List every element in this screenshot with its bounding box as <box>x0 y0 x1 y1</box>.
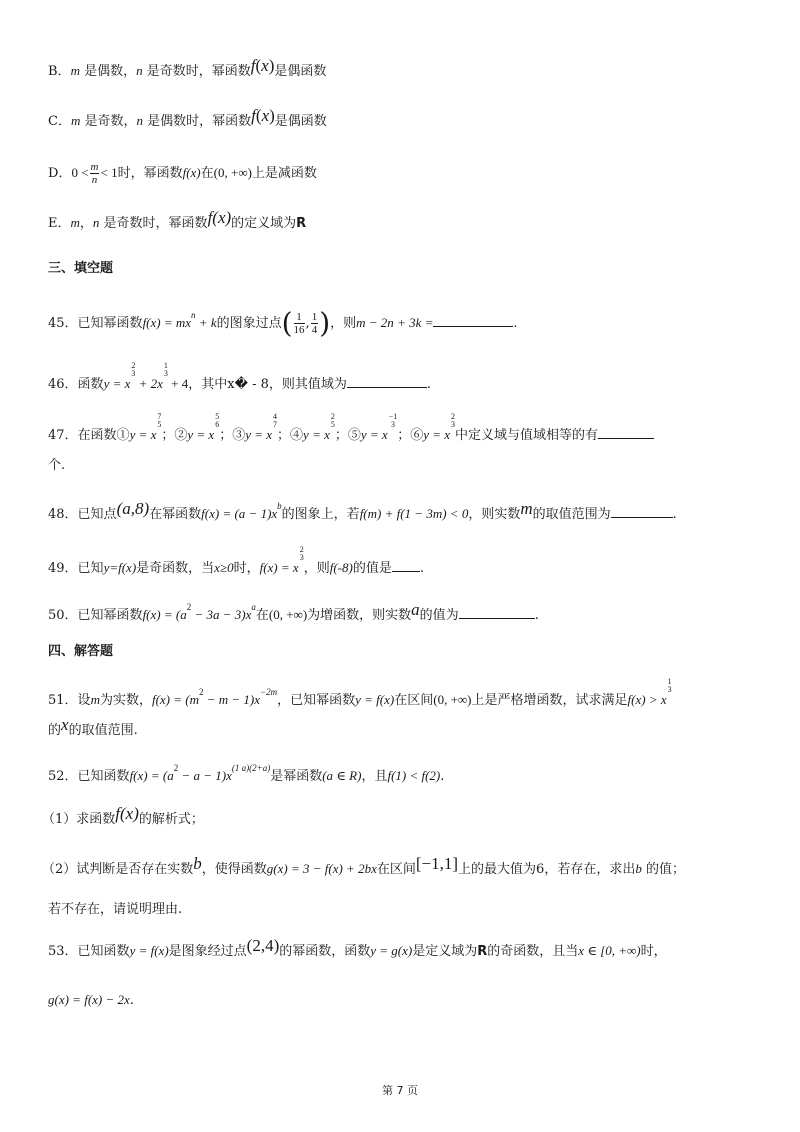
text: 上是减函数 <box>251 166 317 181</box>
text: 中定义域与值域相等的有 <box>455 428 599 443</box>
paren: ( <box>281 306 293 340</box>
math: g(x) = f(x) − 2x <box>48 992 130 1007</box>
answer-blank[interactable] <box>392 557 420 572</box>
text: 是幂函数 <box>270 769 323 784</box>
exponent-fraction <box>157 413 161 429</box>
text: 的图象上，若 <box>281 507 360 522</box>
text: 的幂函数，函数 <box>279 944 371 959</box>
text: ，则 <box>330 316 357 331</box>
math: y = x <box>303 427 330 442</box>
math: − 3a − 3)x <box>191 607 252 622</box>
question-number: 48． <box>48 507 78 522</box>
math: − a − 1)x <box>178 768 232 783</box>
question-47 <box>48 413 654 446</box>
math: m − 2n + 3k = <box>356 315 434 330</box>
text: ，使得函数 <box>201 862 267 877</box>
numerator: 1 <box>667 677 672 686</box>
text: ，则 <box>303 561 330 576</box>
text: 上是严格增函数，试求满足 <box>471 693 628 708</box>
text: 在区间 <box>376 862 416 877</box>
text: 的取值范围. <box>68 723 138 738</box>
math: y = x <box>360 427 388 442</box>
var-n: n <box>136 113 143 128</box>
math: x ∈ [0, +∞) <box>578 943 641 958</box>
math <box>142 602 256 622</box>
var-m: m <box>70 113 81 128</box>
var-m: m <box>520 499 533 518</box>
var-m: m <box>70 215 80 230</box>
question-53-cont <box>48 990 134 1011</box>
math <box>142 310 217 330</box>
text: 时， <box>640 944 667 959</box>
text: . <box>672 507 677 522</box>
numerator: 2 <box>131 361 136 370</box>
math: f(x) <box>115 804 139 823</box>
text: ，其中 <box>188 377 228 392</box>
math: − m − 1)x <box>203 692 261 707</box>
fraction <box>294 311 305 336</box>
answer-blank[interactable] <box>433 312 513 327</box>
math: + 4 <box>167 376 189 391</box>
math: + k <box>195 315 217 330</box>
question-52 <box>48 758 444 787</box>
question-51-cont <box>48 715 138 741</box>
numerator: 1 <box>311 311 318 323</box>
text: ；⑥ <box>397 428 424 443</box>
text: 是奇数， <box>84 114 137 129</box>
x: x <box>261 56 269 75</box>
text: 已知函数 <box>77 769 130 784</box>
denominator: 3 <box>299 553 304 562</box>
math: (a ∈ R) <box>322 768 362 783</box>
math: f(x) <box>207 208 232 227</box>
denominator: 5 <box>330 420 335 429</box>
var-x: x <box>61 715 69 734</box>
question-number: 51． <box>48 693 78 708</box>
option-b <box>48 56 327 82</box>
exponent-fraction <box>215 413 219 429</box>
option-label: D． <box>48 166 72 181</box>
question-number: 53． <box>48 944 78 959</box>
math <box>201 501 282 521</box>
numerator: 1 <box>294 311 305 324</box>
math: y=f(x) <box>103 560 137 575</box>
text: . <box>419 561 424 576</box>
exponent-fraction <box>273 413 277 429</box>
text: 已知幂函数 <box>77 316 143 331</box>
exponent: (1 a)(2+a) <box>231 763 271 773</box>
text: 为实数， <box>99 693 152 708</box>
text: 是奇数时，幂函数 <box>103 216 208 231</box>
denominator: 5 <box>157 420 162 429</box>
text: 是偶数时，幂函数 <box>147 114 252 129</box>
fx-expr: f(x) <box>251 106 275 125</box>
text: . <box>440 769 445 784</box>
denominator: 4 <box>311 324 318 336</box>
question-50 <box>48 597 539 626</box>
answer-blank[interactable] <box>611 503 673 518</box>
option-label: C． <box>48 114 71 129</box>
question-number: 45． <box>48 316 78 331</box>
math: g(x) = 3 − f(x) + 2bx <box>266 861 377 876</box>
math: [−1,1] <box>415 854 459 873</box>
section-heading-answer: 四、解答题 <box>48 644 114 659</box>
math: + 2x <box>135 376 163 391</box>
question-52-part-1 <box>42 804 204 830</box>
numerator: −1 <box>388 412 398 421</box>
text: 的值是 <box>352 561 392 576</box>
exponent-fraction <box>389 413 398 429</box>
text: . <box>534 608 539 623</box>
exponent-fraction <box>300 546 304 562</box>
text: 已知 <box>77 561 104 576</box>
text: 是偶数， <box>84 64 137 79</box>
text: ；③ <box>219 428 246 443</box>
real-set: R <box>477 944 488 959</box>
numerator: 5 <box>215 412 220 421</box>
numerator: 1 <box>163 361 168 370</box>
text: 在区间 <box>394 693 434 708</box>
text: 已知幂函数 <box>77 608 143 623</box>
text: 在幂函数 <box>149 507 202 522</box>
fraction <box>311 311 319 336</box>
question-51 <box>48 678 672 711</box>
math: f(x) = (a <box>142 607 187 622</box>
math: f(x) = (a − 1)x <box>201 506 278 521</box>
text: 时，幂函数 <box>117 166 183 181</box>
text: 是偶函数 <box>274 64 327 79</box>
text: 的奇函数，且当 <box>487 944 579 959</box>
answer-blank[interactable] <box>459 604 535 619</box>
text: 函数 <box>77 377 104 392</box>
x: x <box>261 106 270 125</box>
denominator: 6 <box>215 420 220 429</box>
numerator: 2 <box>330 412 335 421</box>
paren: ) <box>319 306 331 340</box>
denominator: n <box>91 174 98 186</box>
math <box>151 687 278 707</box>
text: 时， <box>233 561 260 576</box>
math: y = x <box>103 376 131 391</box>
option-e <box>48 208 307 234</box>
denominator: 3 <box>451 420 456 429</box>
denominator: 3 <box>667 685 672 694</box>
text: 的解析式； <box>138 812 204 827</box>
text: . <box>129 993 134 1008</box>
text: 的取值范围为 <box>532 507 611 522</box>
math: (a,8) <box>116 499 150 518</box>
math: f(m) + f(1 − 3m) < 0 <box>359 506 469 521</box>
math: f(-8) <box>329 560 353 575</box>
real-set: R <box>296 216 307 231</box>
numerator: 4 <box>273 412 278 421</box>
f: f <box>251 106 256 125</box>
question-52-part-2 <box>42 854 685 880</box>
text: 的图象过点 <box>216 316 282 331</box>
exponent: 2 <box>199 687 204 697</box>
section-heading-fill-blank: 三、填空题 <box>48 261 114 276</box>
option-label: E． <box>48 216 71 231</box>
option-d <box>48 161 317 186</box>
text: 上的最大值为6，若存在，求出 <box>458 862 636 877</box>
math: f(1) < f(2) <box>387 768 441 783</box>
math: f(x) = (a <box>129 768 174 783</box>
numerator: 7 <box>157 412 162 421</box>
denominator: 3 <box>390 420 395 429</box>
math: y = x <box>245 427 273 442</box>
question-47-cont: 个. <box>48 458 66 473</box>
text: 是图象经过点 <box>168 944 247 959</box>
text: ，已知幂函数 <box>277 693 356 708</box>
question-49 <box>48 546 424 579</box>
math: f(x) > x <box>627 692 667 707</box>
page-footer: 第 7 页 <box>382 1084 418 1097</box>
f: f <box>250 56 256 75</box>
var-m: m <box>70 63 80 78</box>
text: 的值为 <box>419 608 459 623</box>
question-52-part-2-cont: 若不存在，请说明理由. <box>48 902 183 917</box>
denominator: 16 <box>293 324 305 336</box>
text: 是奇函数，当 <box>136 561 215 576</box>
text: 已知函数 <box>77 944 130 959</box>
math: f(x) = (m <box>151 692 199 707</box>
exponent: a <box>251 602 256 612</box>
text: ，则其值域为 <box>268 377 347 392</box>
question-number: 50． <box>48 608 78 623</box>
question-45: 45．已知幂函数$f(x) = mx^n + k$的图象过点( $\frac{1}{16}$ , $\frac{1}{4}$ )，则m − 2n + 3k = . <box>48 306 518 340</box>
math: y = x <box>129 427 157 442</box>
denominator: 7 <box>273 420 278 429</box>
math: (0, +∞) <box>213 165 252 180</box>
exponent: 2 <box>186 602 192 612</box>
denominator: 3 <box>131 369 136 378</box>
text: 在 <box>255 608 269 623</box>
question-46 <box>48 362 431 395</box>
var-b: b <box>193 854 202 873</box>
text: 是定义域为 <box>412 944 478 959</box>
question-number: 49． <box>48 561 78 576</box>
text: 的定义域为 <box>231 216 297 231</box>
text: ， <box>79 216 93 231</box>
math <box>129 763 271 783</box>
denominator: 3 <box>163 369 168 378</box>
exponent: 2 <box>173 763 179 773</box>
text: 的值； <box>645 862 685 877</box>
text: 已知点 <box>77 507 117 522</box>
text: ；④ <box>277 428 304 443</box>
var-n: n <box>136 63 143 78</box>
exponent-fraction <box>668 678 672 694</box>
question-number: 52． <box>48 769 78 784</box>
exponent: −2m <box>260 687 278 697</box>
numerator: 2 <box>451 412 456 421</box>
text: 在函数① <box>77 428 130 443</box>
option-c <box>48 106 327 132</box>
answer-blank[interactable] <box>347 373 427 388</box>
var-a: a <box>411 600 420 619</box>
question-48 <box>48 496 677 525</box>
text: （2）试判断是否存在实数 <box>42 862 194 877</box>
text: ，则实数 <box>468 507 521 522</box>
math: x≥0 <box>214 560 234 575</box>
math: f(x) = x <box>259 560 299 575</box>
text: ；② <box>161 428 188 443</box>
option-label: B． <box>48 64 71 79</box>
text: . <box>426 377 432 392</box>
text: 是奇数时，幂函数 <box>146 64 251 79</box>
math: x� - 8 <box>227 377 269 392</box>
question-number: 47． <box>48 428 78 443</box>
math: y = x <box>423 427 451 442</box>
fx-expr: f(x) <box>250 56 275 75</box>
var-n: n <box>92 215 100 230</box>
text: 的 <box>48 723 62 738</box>
text: 为增函数，则实数 <box>307 608 412 623</box>
math: y = f(x) <box>129 943 169 958</box>
exponent-fraction <box>451 413 455 429</box>
fraction-m-over-n <box>90 161 100 186</box>
math: y = x <box>187 427 215 442</box>
numerator: 2 <box>299 545 304 554</box>
math: (2,4) <box>246 936 280 955</box>
text: 设 <box>77 693 91 708</box>
text: . <box>513 316 518 331</box>
math: f(x) = mx <box>142 315 192 330</box>
text: （1）求函数 <box>42 812 116 827</box>
math: y = f(x) <box>355 692 395 707</box>
math: < 1 <box>100 165 118 180</box>
math: (0, +∞) <box>433 692 472 707</box>
text: ；⑤ <box>334 428 361 443</box>
math: 0 < <box>71 165 89 180</box>
text: 是偶函数 <box>274 114 327 129</box>
var-m: m <box>90 692 100 707</box>
text: 在 <box>200 166 214 181</box>
question-number: 46． <box>48 377 78 392</box>
math: (0, +∞) <box>268 607 308 622</box>
exponent-fraction <box>331 413 335 429</box>
math: y = g(x) <box>370 943 413 958</box>
numerator: m <box>90 161 99 173</box>
question-53 <box>48 936 667 962</box>
text: ，且 <box>361 769 388 784</box>
answer-blank[interactable] <box>598 424 654 439</box>
exponent: b <box>277 501 282 511</box>
math: f(x) <box>182 165 201 180</box>
exponent: n <box>191 310 196 320</box>
var-b: b <box>635 861 642 876</box>
